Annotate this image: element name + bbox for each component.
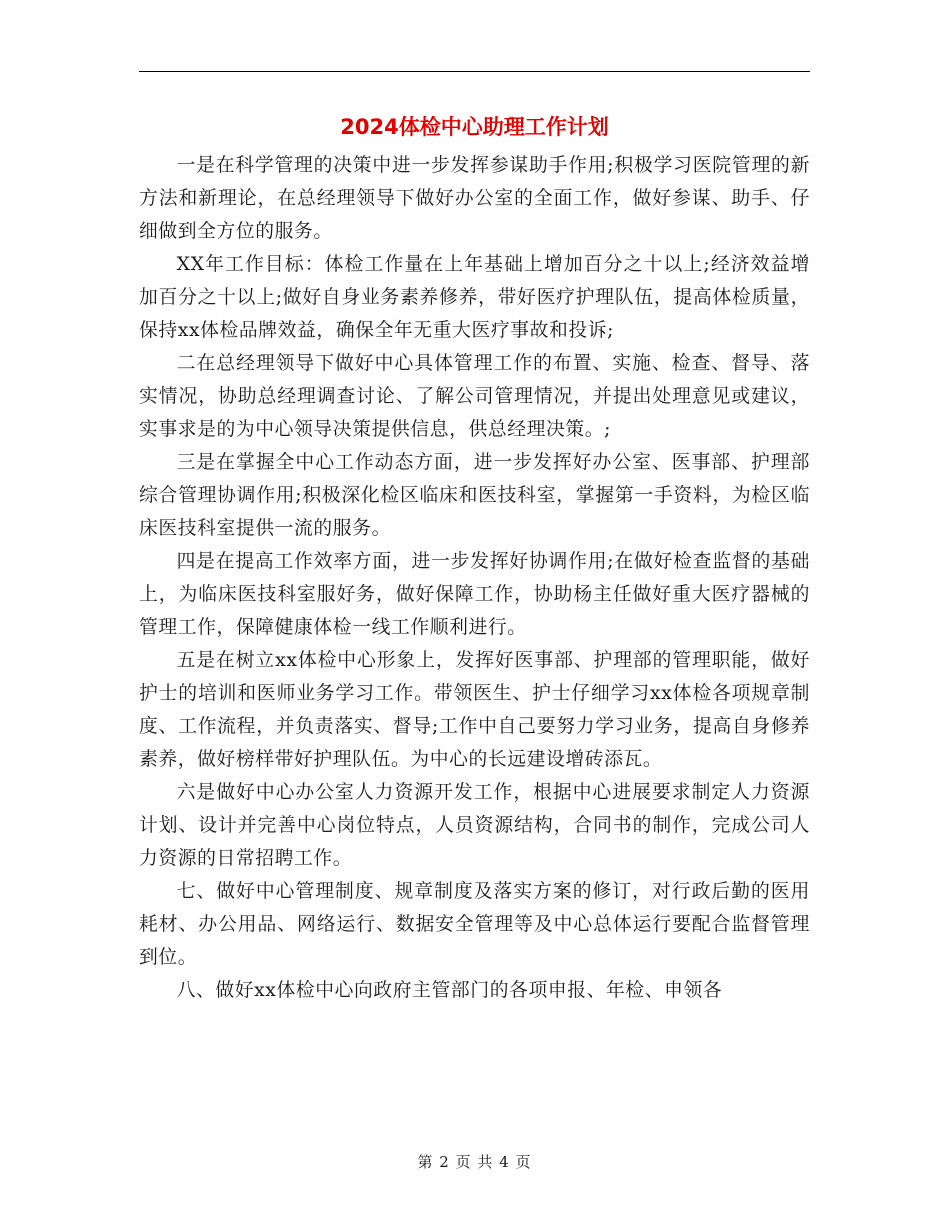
paragraph-6: 五是在树立xx体检中心形象上，发挥好医事部、护理部的管理职能，做好护士的培训和医师业务学习工作。带领医生、护士仔细学习xx体检各项规章制度、工作流程，并负责落实、督导;工作中自己要努力学习业务，提高自身修养素养，做好榜样带好护理队伍。为中心的长远建设增砖添瓦。 [139,650,810,770]
paragraph-7: 六是做好中心办公室人力资源开发工作，根据中心进展要求制定人力资源计划、设计并完善中心岗位特点，人员资源结构，合同书的制作，完成公司人力资源的日常招聘工作。 [139,782,810,869]
paragraph-4: 三是在掌握全中心工作动态方面，进一步发挥好办公室、医事部、护理部综合管理协调作用;积极深化检区临床和医技科室，掌握第一手资料，为检区临床医技科室提供一流的服务。 [139,452,810,539]
document-body [139,149,810,1007]
page-footer: 第 2 页 共 4 页 [417,1153,532,1171]
paragraph-8: 七、做好中心管理制度、规章制度及落实方案的修订，对行政后勤的医用耗材、办公用品、网络运行、数据安全管理等及中心总体运行要配合监督管理到位。 [139,881,810,968]
paragraph-3: 二在总经理领导下做好中心具体管理工作的布置、实施、检查、督导、落实情况，协助总经理调查讨论、了解公司管理情况，并提出处理意见或建议，实事求是的为中心领导决策提供信息，供总经理决策。; [139,353,810,440]
header-rule [139,71,810,72]
paragraph-5: 四是在提高工作效率方面，进一步发挥好协调作用;在做好检查监督的基础上，为临床医技科室服好务，做好保障工作，协助杨主任做好重大医疗器械的管理工作，保障健康体检一线工作顺利进行。 [139,551,810,638]
paragraph-2: XX年工作目标：体检工作量在上年基础上增加百分之十以上;经济效益增加百分之十以上;做好自身业务素养修养，带好医疗护理队伍，提高体检质量，保持xx体检品牌效益，确保全年无重大医疗事故和投诉; [139,254,810,341]
paragraph-9: 八、做好xx体检中心向政府主管部门的各项申报、年检、申领各 [176,980,723,1001]
paragraph-1: 一是在科学管理的决策中进一步发挥参谋助手作用;积极学习医院管理的新方法和新理论，在总经理领导下做好办公室的全面工作，做好参谋、助手、仔细做到全方位的服务。 [139,155,810,242]
document-title: 2024体检中心助理工作计划 [340,115,609,139]
